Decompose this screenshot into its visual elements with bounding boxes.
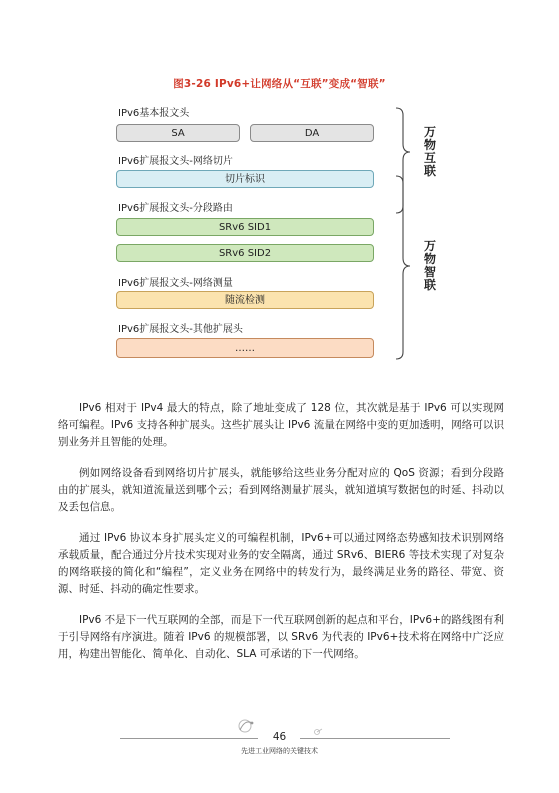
paragraph-2: 例如网络设备看到网络切片扩展头，就能够给这些业务分配对应的 QoS 资源；看到分段路由的扩展头，就知道流量送到哪个云；看到网络测量扩展头，就知道填写数据包的时延、抖动以及丢包信息。 (58, 467, 504, 513)
paragraph-3: 通过 IPv6 协议本身扩展头定义的可编程机制，IPv6+可以通过网络态势感知技术识别网络承载质量，配合通过分片技术实现对业务的安全隔离，通过 SRv6、BIER6 等技术实现了对复杂的网络联接的简化和“编程”，定义业务在网络中的转发行为，最终满足业务的路径、带宽、资源、时延、抖动的确定性要求。 (58, 532, 504, 595)
book-title: 先进工业网络的关键技术 (241, 747, 318, 755)
basic-header-label: IPv6基本报文头 (118, 108, 190, 119)
srv6-sid2-box: SRv6 SID2 (116, 244, 374, 262)
figure-title: 图3-26 IPv6+让网络从“互联”变成“智联” (173, 78, 386, 90)
brace-bottom-icon (396, 176, 410, 359)
braces (392, 100, 422, 360)
slice-id-box: 切片标识 (116, 170, 374, 188)
brace-bottom-text: 万物智联 (423, 239, 436, 292)
sa-field: SA (116, 124, 240, 142)
ext-measure-label: IPv6扩展报文头-网络测量 (118, 278, 233, 289)
paragraph-1: IPv6 相对于 IPv4 最大的特点，除了地址变成了 128 位，其次就是基于 IPv6 可以实现网络可编程。IPv6 支持各种扩展头。这些扩展头让 IPv6 流量在网络中变的更加透明，网络可以识别业务并且智能的处理。 (58, 402, 504, 448)
paragraph-4: IPv6 不是下一代互联网的全部，而是下一代互联网创新的起点和平台，IPv6+的路线图有利于引导网络有序演进。随着 IPv6 的规模部署，以 SRv6 为代表的 IPv6+技术将在网络中广泛应用，构建出智能化、简单化、自动化、SLA 可承诺的下一代网络。 (58, 614, 504, 660)
ext-slicing-label: IPv6扩展报文头-网络切片 (118, 156, 233, 167)
page-number: 46 (272, 731, 287, 743)
brace-top-text: 万物互联 (423, 125, 436, 178)
ext-other-label: IPv6扩展报文头-其他扩展头 (118, 324, 243, 335)
da-field: DA (250, 124, 374, 142)
in-flow-detect-box: 随流检测 (116, 291, 374, 309)
ext-srv6-label: IPv6扩展报文头-分段路由 (118, 203, 233, 214)
srv6-sid1-box: SRv6 SID1 (116, 218, 374, 236)
other-ext-box: …… (116, 338, 374, 358)
